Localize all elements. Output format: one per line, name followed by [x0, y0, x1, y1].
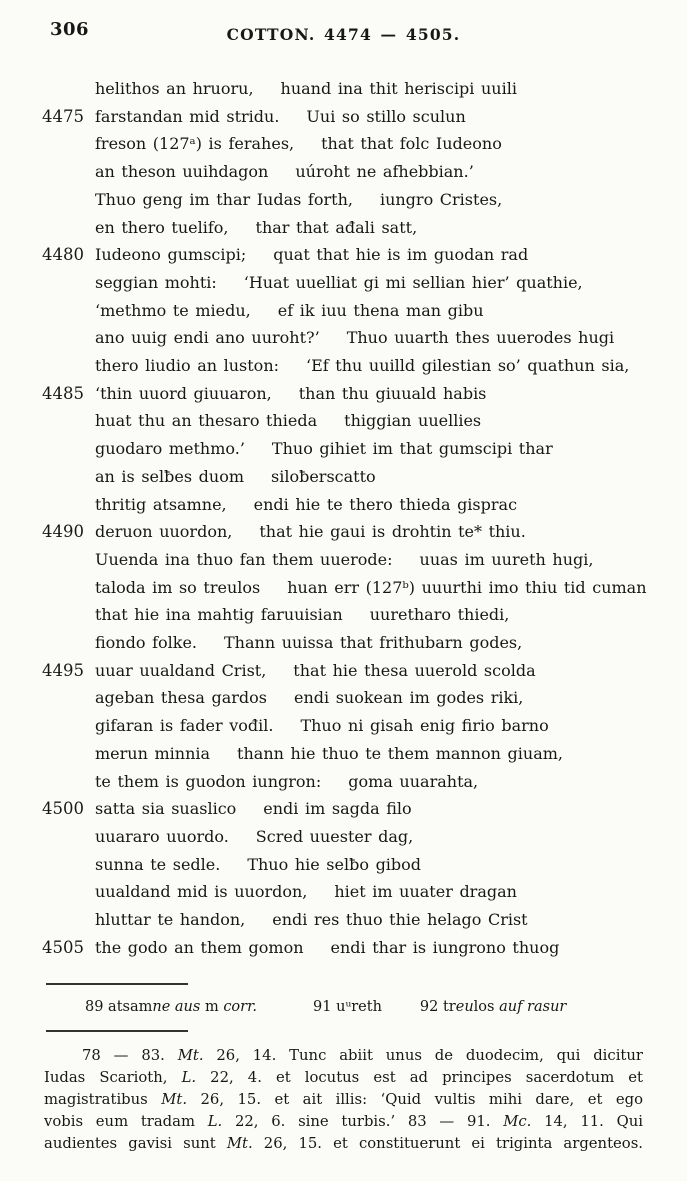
apparatus-entry-text: 92 tr	[419, 998, 456, 1015]
verse-second-half: endi suokean im godes riki,	[293, 688, 524, 708]
verse-line	[0, 214, 687, 242]
verse-line	[0, 407, 687, 435]
verse-number: 4500	[42, 799, 84, 819]
verse-line	[0, 601, 687, 629]
verse-first-half: an theson uuihdagon	[95, 162, 269, 182]
verse-line	[0, 75, 687, 103]
verse-first-half: helithos an hruoru,	[95, 79, 254, 98]
apparatus-entry-italic: corr.	[223, 998, 258, 1015]
critical-apparatus	[0, 998, 687, 1017]
verse-line	[0, 629, 687, 657]
verse-second-half: than thu giuuald habis	[298, 383, 487, 403]
verse-line	[0, 241, 687, 269]
verse-second-half: Thann uuissa that frithubarn godes,	[224, 633, 523, 653]
verse-line	[0, 574, 687, 602]
verse-first-half: en thero tuelifo,	[95, 217, 229, 237]
verse-second-half: Scred uuester dag,	[255, 826, 414, 846]
verse-second-half: endi im sagda filo	[263, 799, 412, 819]
apparatus-entry-3	[420, 998, 566, 1017]
verse-second-half: ‘Ef thu uuilld gilestian so’ quathun sia,	[306, 356, 630, 376]
commentary-text: vobis eum tradam	[44, 1112, 208, 1130]
commentary-text: 26, 15. et ait illis: ‘Quid vultis mihi dare, et ego	[187, 1090, 643, 1108]
verse-second-half: thar that ađali satt,	[255, 217, 418, 237]
commentary-line	[44, 1089, 643, 1111]
verse-second-half: that hie thesa uuerold scolda	[293, 660, 536, 680]
verse-block	[0, 75, 687, 962]
apparatus-entry-italic: ne	[152, 998, 171, 1015]
commentary-text: 78 — 83.	[82, 1046, 178, 1064]
verse-second-half: endi thar is iungrono thuog	[330, 937, 560, 957]
verse-first-half: the godo an them gomon	[95, 937, 304, 957]
apparatus-entry-text: 91 uᵘreth	[313, 998, 382, 1015]
verse-second-half: ef ik iuu thena man gibu	[277, 300, 484, 320]
commentary-italic: Mt.	[161, 1090, 188, 1108]
commentary-line	[44, 1133, 643, 1155]
commentary-text: 22, 6. sine turbis.’ 83 — 91.	[222, 1112, 504, 1130]
verse-line	[0, 380, 687, 408]
verse-line	[0, 878, 687, 906]
commentary-line	[44, 1045, 643, 1067]
apparatus-rule-top	[46, 983, 188, 985]
verse-line	[0, 463, 687, 491]
commentary-line	[44, 1111, 643, 1133]
verse-line	[0, 906, 687, 934]
verse-number: 4480	[42, 245, 84, 265]
commentary-text: 26, 15. et constituerunt ei triginta argenteos.	[252, 1134, 643, 1152]
verse-first-half: ageban thesa gardos	[95, 688, 267, 708]
apparatus-entry-1	[85, 998, 257, 1017]
verse-line	[0, 297, 687, 325]
verse-line	[0, 103, 687, 131]
page-header	[0, 0, 687, 47]
verse-first-half: farstandan mid stridu.	[95, 106, 280, 126]
verse-line	[0, 158, 687, 186]
verse-second-half: thiggian uuellies	[344, 411, 482, 431]
apparatus-entry-italic: eu	[455, 998, 474, 1015]
verse-number: 4505	[42, 937, 84, 957]
verse-first-half: merun minnia	[95, 743, 211, 763]
verse-line	[0, 546, 687, 574]
apparatus-entry-text: 89 atsam	[85, 998, 153, 1015]
running-title: COTTON. 4474 — 4505.	[226, 25, 461, 44]
verse-first-half: freson (127ᵃ) is ferahes,	[95, 134, 295, 154]
verse-first-half: Thuo geng im thar Iudas forth,	[95, 189, 353, 209]
verse-line	[0, 324, 687, 352]
verse-second-half: ‘Huat uuelliat gi mi sellian hier’ quathie,	[243, 272, 583, 292]
verse-line	[0, 518, 687, 546]
verse-line	[0, 740, 687, 768]
verse-line	[0, 712, 687, 740]
verse-line	[0, 186, 687, 214]
source-commentary	[44, 1045, 643, 1155]
verse-first-half: that hie ina mahtig faruuisian	[95, 605, 343, 625]
apparatus-entry-text: los	[473, 998, 500, 1015]
verse-first-half: Iudeono gumscipi;	[95, 245, 247, 265]
verse-first-half: satta sia suaslico	[95, 799, 237, 819]
apparatus-entry-text: m	[200, 998, 224, 1015]
apparatus-entry-italic: aus	[174, 998, 201, 1015]
verse-line	[0, 657, 687, 685]
verse-second-half: siloƀerscatto	[271, 466, 376, 486]
verse-second-half: goma uuarahta,	[348, 771, 479, 791]
commentary-italic: L.	[207, 1112, 223, 1130]
verse-second-half: thann hie thuo te them mannon giuam,	[237, 743, 563, 763]
verse-line	[0, 851, 687, 879]
verse-second-half: that hie gaui is drohtin te* thiu.	[259, 522, 526, 542]
verse-second-half: uuretharo thiedi,	[369, 605, 510, 625]
verse-second-half: that that folc Iudeono	[321, 134, 502, 154]
verse-second-half: Uui so stillo sculun	[306, 106, 466, 126]
verse-first-half: thero liudio an luston:	[95, 356, 280, 376]
verse-second-half: quat that hie is im guodan rad	[273, 245, 529, 265]
verse-first-half: uuar uualdand Crist,	[95, 660, 267, 680]
commentary-italic: Mt.	[226, 1134, 253, 1152]
verse-second-half: endi hie te thero thieda gisprac	[253, 494, 518, 514]
verse-first-half: sunna te sedle.	[95, 854, 221, 874]
commentary-italic: Mc.	[503, 1112, 532, 1130]
page-number: 306	[50, 19, 90, 40]
verse-second-half: uúroht ne afhebbian.’	[295, 162, 474, 182]
verse-second-half: huand ina thit heriscipi uuili	[280, 79, 517, 98]
verse-second-half: uuas im uureth hugi,	[419, 549, 594, 569]
verse-line	[0, 684, 687, 712]
verse-line	[0, 352, 687, 380]
verse-first-half: seggian mohti:	[95, 272, 217, 292]
verse-number: 4490	[42, 522, 84, 542]
apparatus-rule-bottom	[46, 1030, 188, 1032]
verse-first-half: guodaro methmo.’	[95, 439, 245, 459]
verse-number: 4475	[42, 106, 84, 126]
verse-first-half: ‘thin uuord giuuaron,	[95, 383, 272, 403]
verse-second-half: Thuo gihiet im that gumscipi thar	[271, 439, 553, 459]
verse-line	[0, 491, 687, 519]
verse-first-half: gifaran is fader vođil.	[95, 716, 274, 736]
verse-first-half: huat thu an thesaro thieda	[95, 411, 318, 431]
verse-first-half: Uuenda ina thuo fan them uuerode:	[95, 549, 393, 569]
verse-number: 4485	[42, 383, 84, 403]
verse-line	[0, 795, 687, 823]
verse-first-half: deruon uuordon,	[95, 522, 233, 542]
verse-second-half: hiet im uuater dragan	[334, 882, 517, 902]
verse-second-half: endi res thuo thie helago Crist	[272, 910, 528, 930]
verse-first-half: uualdand mid is uuordon,	[95, 882, 308, 902]
apparatus-entry-2	[313, 998, 382, 1017]
verse-first-half: fiondo folke.	[95, 633, 197, 653]
commentary-text: Iudas Scarioth,	[44, 1068, 182, 1086]
verse-second-half: Thuo hie selƀo gibod	[247, 854, 422, 874]
verse-first-half: uuararo uuordo.	[95, 826, 229, 846]
verse-first-half: te them is guodon iungron:	[95, 771, 322, 791]
verse-first-half: an is selƀes duom	[95, 466, 244, 486]
commentary-text: audientes gavisi sunt	[44, 1134, 227, 1152]
verse-second-half: Thuo ni gisah enig firio barno	[300, 716, 549, 736]
commentary-text: magistratibus	[44, 1090, 162, 1108]
verse-second-half: huan err (127ᵇ) uuurthi imo thiu tid cuman	[287, 577, 647, 597]
verse-line	[0, 269, 687, 297]
commentary-text: 14, 11. Qui	[531, 1112, 643, 1130]
commentary-italic: Mt.	[177, 1046, 204, 1064]
verse-first-half: thritig atsamne,	[95, 494, 227, 514]
verse-first-half: ‘methmo te miedu,	[95, 300, 251, 320]
verse-line	[0, 934, 687, 962]
commentary-italic: L.	[181, 1068, 197, 1086]
commentary-text: 22, 4. et locutus est ad principes sacerdotum et	[196, 1068, 644, 1086]
verse-line	[0, 130, 687, 158]
commentary-line	[44, 1067, 643, 1089]
verse-second-half: iungro Cristes,	[379, 189, 503, 209]
apparatus-entry-italic: auf rasur	[499, 998, 567, 1015]
commentary-text: 26, 14. Tunc abiit unus de duodecim, qui dicitur	[203, 1046, 643, 1064]
verse-line	[0, 823, 687, 851]
verse-first-half: hluttar te handon,	[95, 910, 246, 930]
verse-line	[0, 768, 687, 796]
verse-second-half: Thuo uuarth thes uuerodes hugi	[346, 328, 615, 348]
verse-line	[0, 435, 687, 463]
verse-number: 4495	[42, 660, 84, 680]
verse-first-half: taloda im so treulos	[95, 577, 261, 597]
verse-first-half: ano uuig endi ano uuroht?’	[95, 328, 320, 348]
